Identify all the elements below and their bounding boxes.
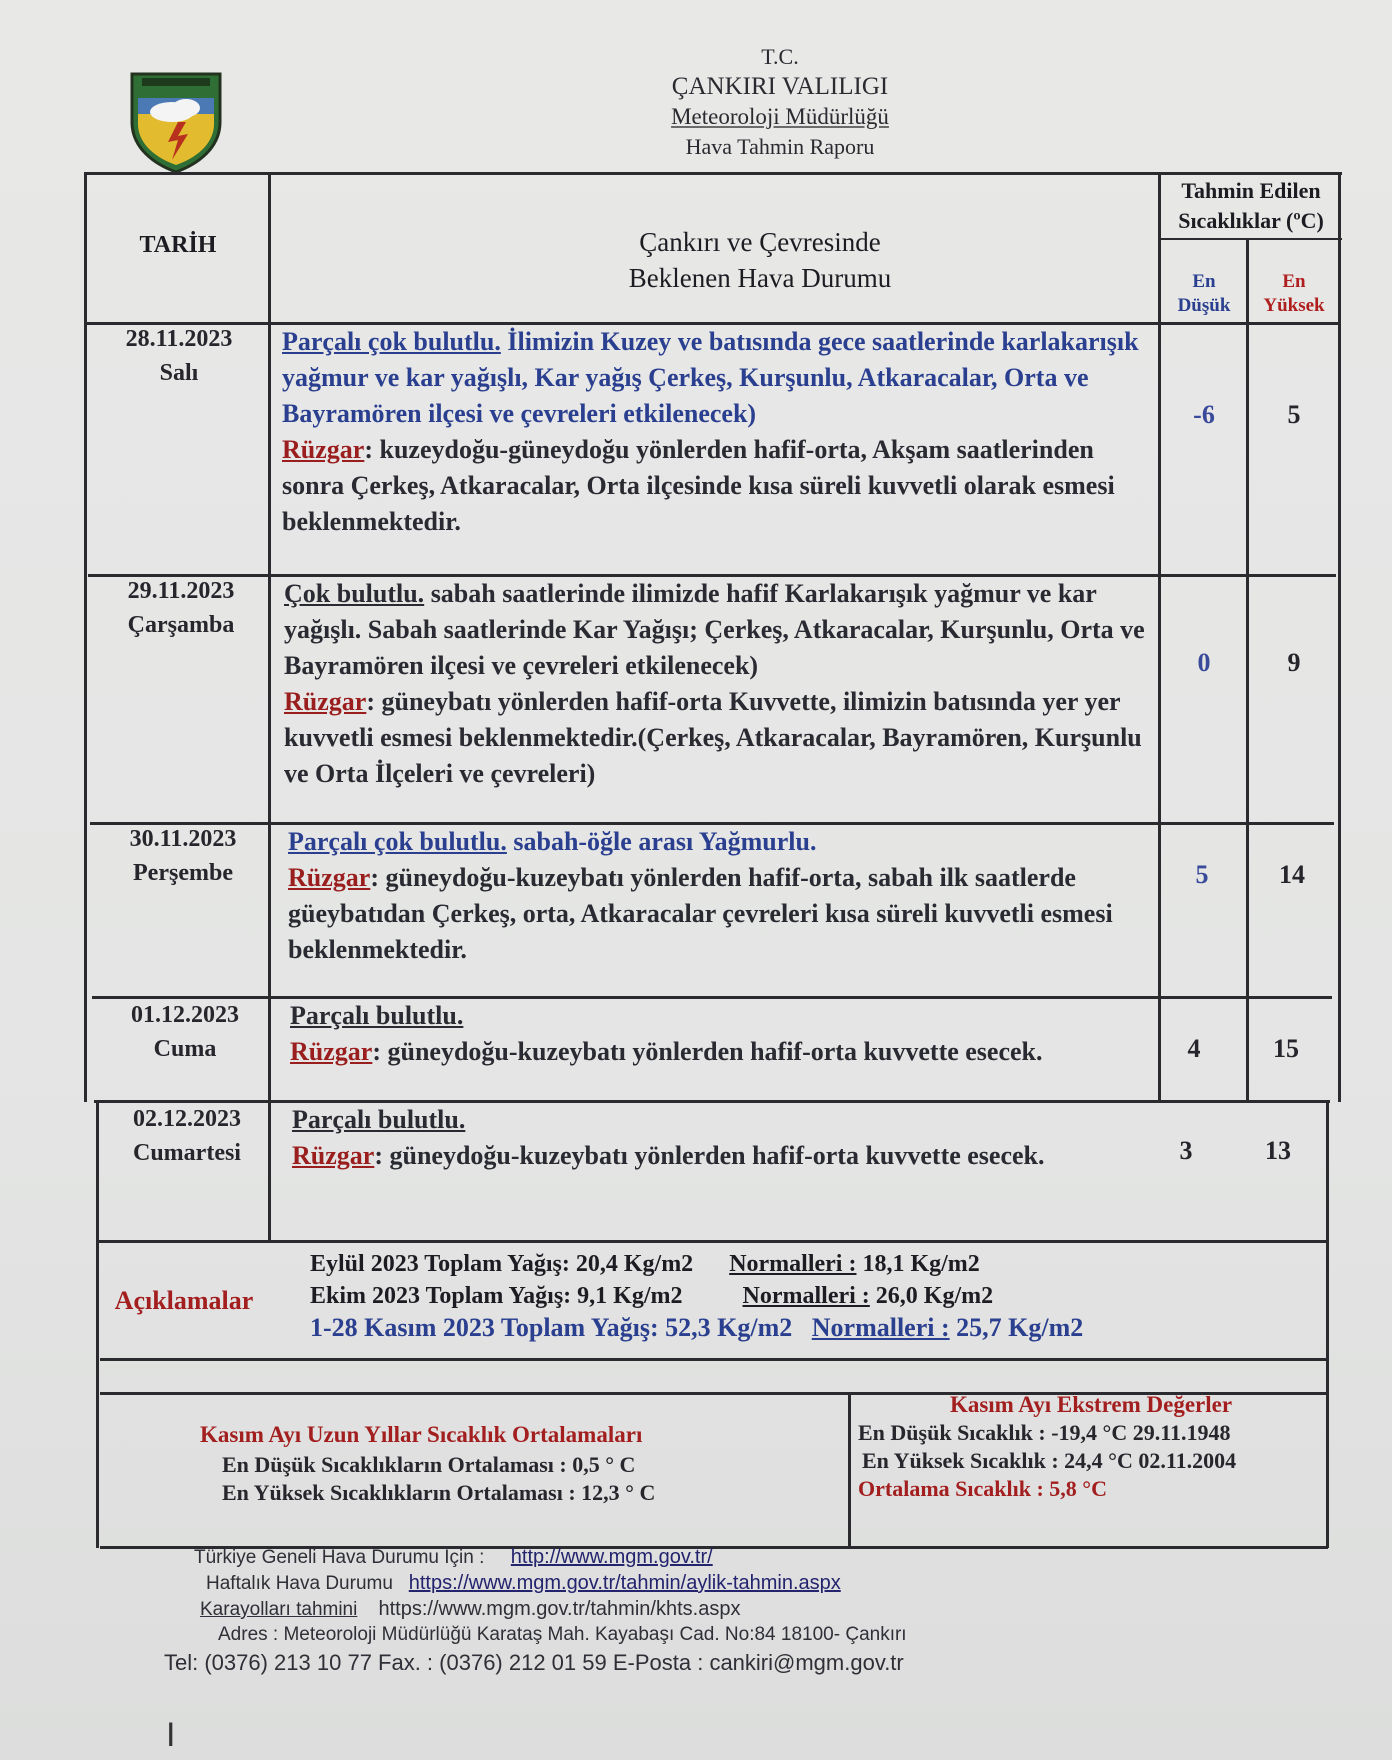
forecast-row-date [92,574,270,642]
extreme-low: En Düşük Sıcaklık : -19,4 °C 29.11.1948 [858,1420,1231,1445]
rainfall-september: Eylül 2023 Toplam Yağış: 20,4 Kg/m2 Normalleri : 18,1 Kg/m2 [310,1251,980,1277]
row-day: Çarşamba [127,612,235,638]
row-text: sabah-öğle arası Yağmurlu. [506,827,817,856]
row-day: Cuma [153,1036,217,1062]
long-term-high: En Yüksek Sıcaklıkların Ortalaması : 12,3 ° C [222,1480,656,1505]
footer-general [194,1546,713,1569]
long-term-title: Kasım Ayı Uzun Yıllar Sıcaklık Ortalamaları [200,1422,643,1447]
row-text: İlimizin Kuzey ve batısında gece saatlerinde karlakarışık yağmur ve kar yağışlı, Kar yağış Çerkeş, Kurşunlu, Atkaracalar, Orta ve Bayramören ilçesi ve çevreleri etkilenecek) [282,327,1139,428]
rainfall-october: Ekim 2023 Toplam Yağış: 9,1 Kg/m2 Normalleri : 26,0 Kg/m2 [310,1283,994,1309]
row-low-temp: -6 [1193,400,1215,429]
footer-roads [200,1598,740,1621]
notes-label: Açıklamalar [114,1286,254,1315]
footer-general-label: Türkiye Geneli Hava Durumu İçin : [194,1547,485,1568]
column-header-description-line2: Beklenen Hava Durumu [628,263,892,293]
column-header-low [1162,270,1246,318]
forecast-row-date [98,1102,276,1170]
average-temp: Ortalama Sıcaklık : 5,8 °C [858,1476,1107,1501]
row-condition: Parçalı çok bulutlu. [282,327,501,356]
row-date: 30.11.2023 [129,826,237,852]
column-header-low-line1: En [1192,271,1216,292]
row-low-temp: 3 [1179,1136,1193,1165]
header-tc: T.C. [761,44,799,69]
long-term-low: En Düşük Sıcaklıkların Ortalaması : 0,5 ° C [222,1452,636,1477]
row-condition: Parçalı çok bulutlu. [288,827,507,856]
text-cursor-icon: I [166,1716,176,1754]
document-header [540,42,1020,162]
row-day: Salı [159,360,199,386]
header-mudurluk: Meteoroloji Müdürlüğü [671,104,889,129]
row-wind-text: : kuzeydoğu-güneydoğu yönlerden hafif-orta, Akşam saatlerinden sonra Çerkeş, Atkaracalar, Orta ilçesinde kısa süreli kuvvetli olarak esmesi beklenmektedir. [282,435,1115,536]
row-wind-text: : güneydoğu-kuzeybatı yönlerden hafif-orta kuvvette esecek. [372,1037,1043,1066]
row-date: 28.11.2023 [125,326,233,352]
footer-weekly-label: Haftalık Hava Durumu [206,1573,393,1594]
header-valilik: ÇANKIRI VALILIGI [671,73,889,100]
row-wind-label: Rüzgar [282,435,365,464]
row-wind-label: Rüzgar [290,1037,373,1066]
extremes-title: Kasım Ayı Ekstrem Değerler [949,1392,1233,1417]
row-wind-label: Rüzgar [288,863,371,892]
rainfall-november: 1-28 Kasım 2023 Toplam Yağış: 52,3 Kg/m2 Normalleri : 25,7 Kg/m2 [310,1313,1084,1342]
forecast-row-date [96,998,274,1066]
link-road-forecast[interactable]: https://www.mgm.gov.tr/tahmin/khts.aspx [378,1598,741,1620]
notes-rainfall [310,1248,1320,1344]
forecast-row-description [288,824,1154,968]
row-low-temp: 5 [1195,860,1209,889]
row-wind-text: : güneybatı yönlerden hafif-orta Kuvvette, ilimizin batısında yer yer kuvvetli esmesi beklenmektedir.(Çerkeş, Atkaracalar, Bayramören, Kurşunlu ve Orta İlçeleri ve çevreleri) [284,687,1142,788]
row-wind-text: : güneydoğu-kuzeybatı yönlerden hafif-orta, sabah ilk saatlerde güeybatıdan Çerkeş, orta, Atkaracalar çevreleri kısa süreli kuvvetli esmesi beklenmektedir. [288,863,1113,964]
forecast-row-description [282,324,1154,540]
column-header-temperature-line2: Sıcaklıklar (ºC) [1178,208,1324,233]
row-day: Perşembe [133,860,233,886]
footer-weekly [206,1572,841,1595]
row-high-temp: 14 [1279,860,1305,889]
column-header-temperature-line1: Tahmin Edilen [1181,178,1321,203]
column-header-high-line1: En [1282,271,1306,292]
row-wind-label: Rüzgar [284,687,367,716]
row-wind-label: Rüzgar [292,1141,375,1170]
footer-address: Adres : Meteoroloji Müdürlüğü Karataş Mah. Kayabaşı Cad. No:84 18100- Çankırı [218,1624,907,1645]
row-day: Cumartesi [133,1140,241,1166]
meteorology-emblem-icon [128,70,224,174]
row-high-temp: 5 [1287,400,1301,429]
column-header-high-line2: Yüksek [1263,295,1325,316]
row-high-temp: 13 [1265,1136,1291,1165]
footer-contact: Tel: (0376) 213 10 77 Fax. : (0376) 212 01 59 E-Posta : cankiri@mgm.gov.tr [164,1650,904,1675]
row-condition: Çok bulutlu. [284,579,425,608]
row-high-temp: 9 [1287,648,1301,677]
column-header-description-line1: Çankırı ve Çevresinde [639,227,881,257]
extreme-high: En Yüksek Sıcaklık : 24,4 °C 02.11.2004 [862,1448,1237,1473]
row-date: 29.11.2023 [127,578,235,604]
column-header-temperature [1162,176,1340,236]
row-wind-text: : güneydoğu-kuzeybatı yönlerden hafif-orta kuvvette esecek. [374,1141,1045,1170]
forecast-row-date [90,322,268,390]
column-header-high [1250,270,1338,318]
column-header-low-line2: Düşük [1177,295,1231,316]
extreme-values [856,1392,1326,1502]
row-high-temp: 15 [1273,1034,1299,1063]
row-date: 02.12.2023 [133,1106,241,1132]
forecast-row-description [290,998,1154,1070]
row-low-temp: 4 [1187,1034,1201,1063]
row-date: 01.12.2023 [131,1002,239,1028]
column-header-date: TARİH [139,232,217,258]
row-condition: Parçalı bulutlu. [292,1105,466,1134]
link-weekly-forecast[interactable]: https://www.mgm.gov.tr/tahmin/aylik-tahmin.aspx [408,1572,841,1594]
header-report-title: Hava Tahmin Raporu [685,134,875,159]
column-header-description [520,224,1000,296]
footer-roads-label: Karayolları tahmini [200,1599,358,1620]
row-low-temp: 0 [1197,648,1211,677]
forecast-row-date [94,822,272,890]
row-text: sabah saatlerinde ilimizde hafif Karlakarışık yağmur ve kar yağışlı. Sabah saatlerinde Kar Yağışı; Çerkeş, Atkaracalar, Kurşunlu, Orta ve Bayramören ilçesi ve çevreleri etkilenecek) [284,579,1145,680]
link-mgm-home[interactable]: http://www.mgm.gov.tr/ [510,1546,713,1568]
row-condition: Parçalı bulutlu. [290,1001,464,1030]
long-term-averages [200,1422,840,1506]
forecast-row-description [292,1102,1154,1174]
forecast-row-description [284,576,1154,792]
